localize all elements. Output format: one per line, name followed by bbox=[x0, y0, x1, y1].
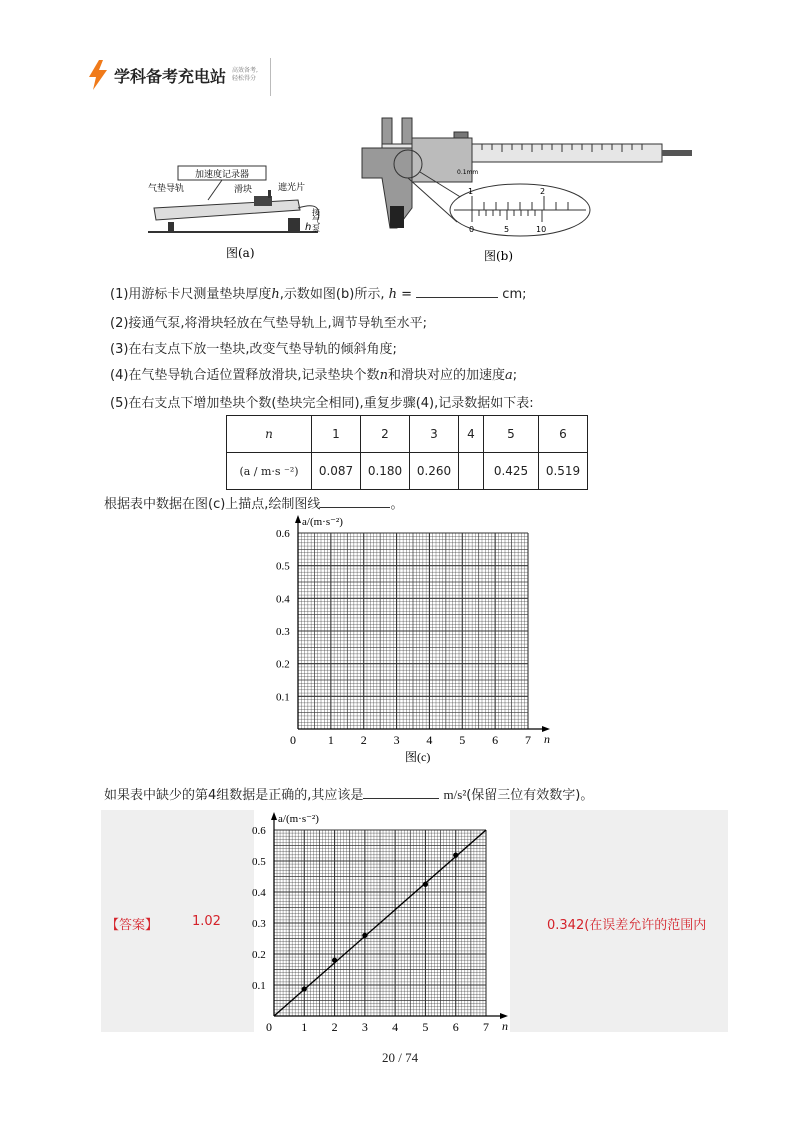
y-tick-label: 0.5 bbox=[276, 560, 290, 573]
vernier-tick-5: 5 bbox=[504, 225, 510, 234]
answer-blank-h[interactable] bbox=[416, 285, 498, 298]
chart-caption: 图(c) bbox=[405, 750, 431, 764]
x-tick-label: 3 bbox=[361, 1020, 368, 1034]
x-tick-label: 1 bbox=[327, 733, 334, 747]
label-rail: 气垫导轨 bbox=[148, 184, 185, 194]
y-tick-label: 0.1 bbox=[252, 980, 266, 992]
x-tick-label: 4 bbox=[426, 733, 433, 747]
var-h: h bbox=[271, 287, 280, 302]
unit-mark: 0.1mm bbox=[457, 169, 479, 176]
y-tick-label: 0.3 bbox=[252, 918, 266, 930]
x-tick-label: 6 bbox=[452, 1020, 459, 1034]
plot-prompt: 根据表中数据在图(c)上描点,绘制图线 。 bbox=[104, 497, 404, 512]
y-tick-label: 0.1 bbox=[276, 691, 290, 704]
question-1: (1)用游标卡尺测量垫块厚度h,示数如图(b)所示, h = cm; bbox=[110, 287, 527, 302]
question-5: (5)在右支点下增加垫块个数(垫块完全相同),重复步骤(4),记录数据如下表: bbox=[110, 396, 534, 411]
figure-b-caliper bbox=[362, 118, 702, 268]
data-point bbox=[302, 986, 307, 991]
question-4: (4)在气垫导轨合适位置释放滑块,记录垫块个数n和滑块对应的加速度a; bbox=[110, 368, 518, 383]
brand-name: 学科备考充电站 bbox=[114, 66, 227, 86]
y-tick-label: 0.4 bbox=[252, 887, 266, 899]
vernier-tick-10: 10 bbox=[536, 225, 547, 234]
y-axis-arrow-icon bbox=[271, 812, 277, 820]
grid bbox=[298, 533, 528, 729]
x-tick-label: 3 bbox=[393, 733, 400, 747]
answer-blank-plot[interactable] bbox=[320, 495, 390, 508]
y-tick-label: 0.6 bbox=[252, 825, 266, 837]
y-tick-label: 0.5 bbox=[252, 856, 266, 868]
answer-blank-a4[interactable] bbox=[363, 786, 439, 799]
answer-value-2: 0.342(在误差允许的范围内 bbox=[547, 918, 707, 933]
y-tick-label: 0.4 bbox=[276, 593, 290, 606]
x-tick-label: 1 bbox=[301, 1020, 308, 1034]
question-2: (2)接通气泵,将滑块轻放在气垫导轨上,调节导轨至水平; bbox=[110, 316, 428, 331]
y-axis-arrow-icon bbox=[295, 515, 301, 523]
x-tick-label: 0 bbox=[290, 733, 296, 747]
y-tick-label: 0.3 bbox=[276, 626, 290, 638]
header-divider bbox=[270, 58, 271, 96]
label-shade: 遮光片 bbox=[278, 183, 306, 193]
figure-b-caption: 图(b) bbox=[484, 249, 514, 263]
header-logo bbox=[88, 60, 262, 90]
vernier-tick-0: 0 bbox=[469, 225, 475, 234]
x-tick-label: 6 bbox=[492, 733, 499, 747]
label-h: h bbox=[305, 222, 312, 233]
x-tick-label: 2 bbox=[360, 733, 367, 747]
data-point bbox=[362, 933, 367, 938]
y-tick-label: 0.2 bbox=[252, 949, 266, 961]
x-tick-label: 5 bbox=[459, 733, 466, 747]
answer-value-1: 1.02 bbox=[192, 914, 221, 929]
x-tick-label: 4 bbox=[392, 1020, 399, 1034]
data-point bbox=[423, 882, 428, 887]
x-tick-label: 5 bbox=[422, 1020, 429, 1034]
x-axis-label: n bbox=[502, 1019, 508, 1033]
x-tick-label: 0 bbox=[266, 1020, 272, 1034]
answer-chart bbox=[252, 812, 510, 1034]
figure-a-caption: 图(a) bbox=[226, 246, 255, 260]
table-row-n: n 1 2 3 4 5 6 bbox=[227, 416, 588, 453]
x-tick-label: 7 bbox=[483, 1020, 489, 1034]
main-tick-1: 1 bbox=[468, 187, 474, 196]
y-axis-label: a/(m·s⁻²) bbox=[278, 813, 319, 825]
data-point bbox=[453, 853, 458, 858]
x-tick-label: 7 bbox=[525, 733, 531, 747]
missing-prompt: 如果表中缺少的第4组数据是正确的,其应该是 m/s²(保留三位有效数字)。 bbox=[104, 787, 594, 803]
figure-a-apparatus bbox=[148, 160, 358, 265]
label-pump: 接气泵 bbox=[311, 208, 321, 232]
y-tick-label: 0.6 bbox=[276, 528, 290, 540]
x-tick-label: 2 bbox=[331, 1020, 338, 1034]
label-slider: 滑块 bbox=[234, 185, 253, 195]
question-3: (3)在右支点下放一垫块,改变气垫导轨的倾斜角度; bbox=[110, 342, 397, 357]
data-point bbox=[332, 958, 337, 963]
label-recorder: 加速度记录器 bbox=[194, 170, 250, 180]
chart-c bbox=[272, 515, 562, 765]
brand-slogan: 高效备考, 轻松得分 bbox=[232, 67, 258, 82]
table-row-a: (a / m·s ⁻²) 0.087 0.180 0.260 0.425 0.519 bbox=[227, 453, 588, 490]
x-axis-label: n bbox=[544, 732, 550, 746]
page-number: 20 / 74 bbox=[381, 1050, 419, 1065]
y-axis-label: a/(m·s⁻²) bbox=[302, 516, 343, 528]
main-tick-2: 2 bbox=[540, 187, 546, 196]
answer-label: 【答案】 bbox=[106, 918, 159, 933]
data-table bbox=[226, 415, 588, 490]
y-tick-label: 0.2 bbox=[276, 658, 290, 671]
lightning-bolt-icon bbox=[88, 60, 108, 90]
